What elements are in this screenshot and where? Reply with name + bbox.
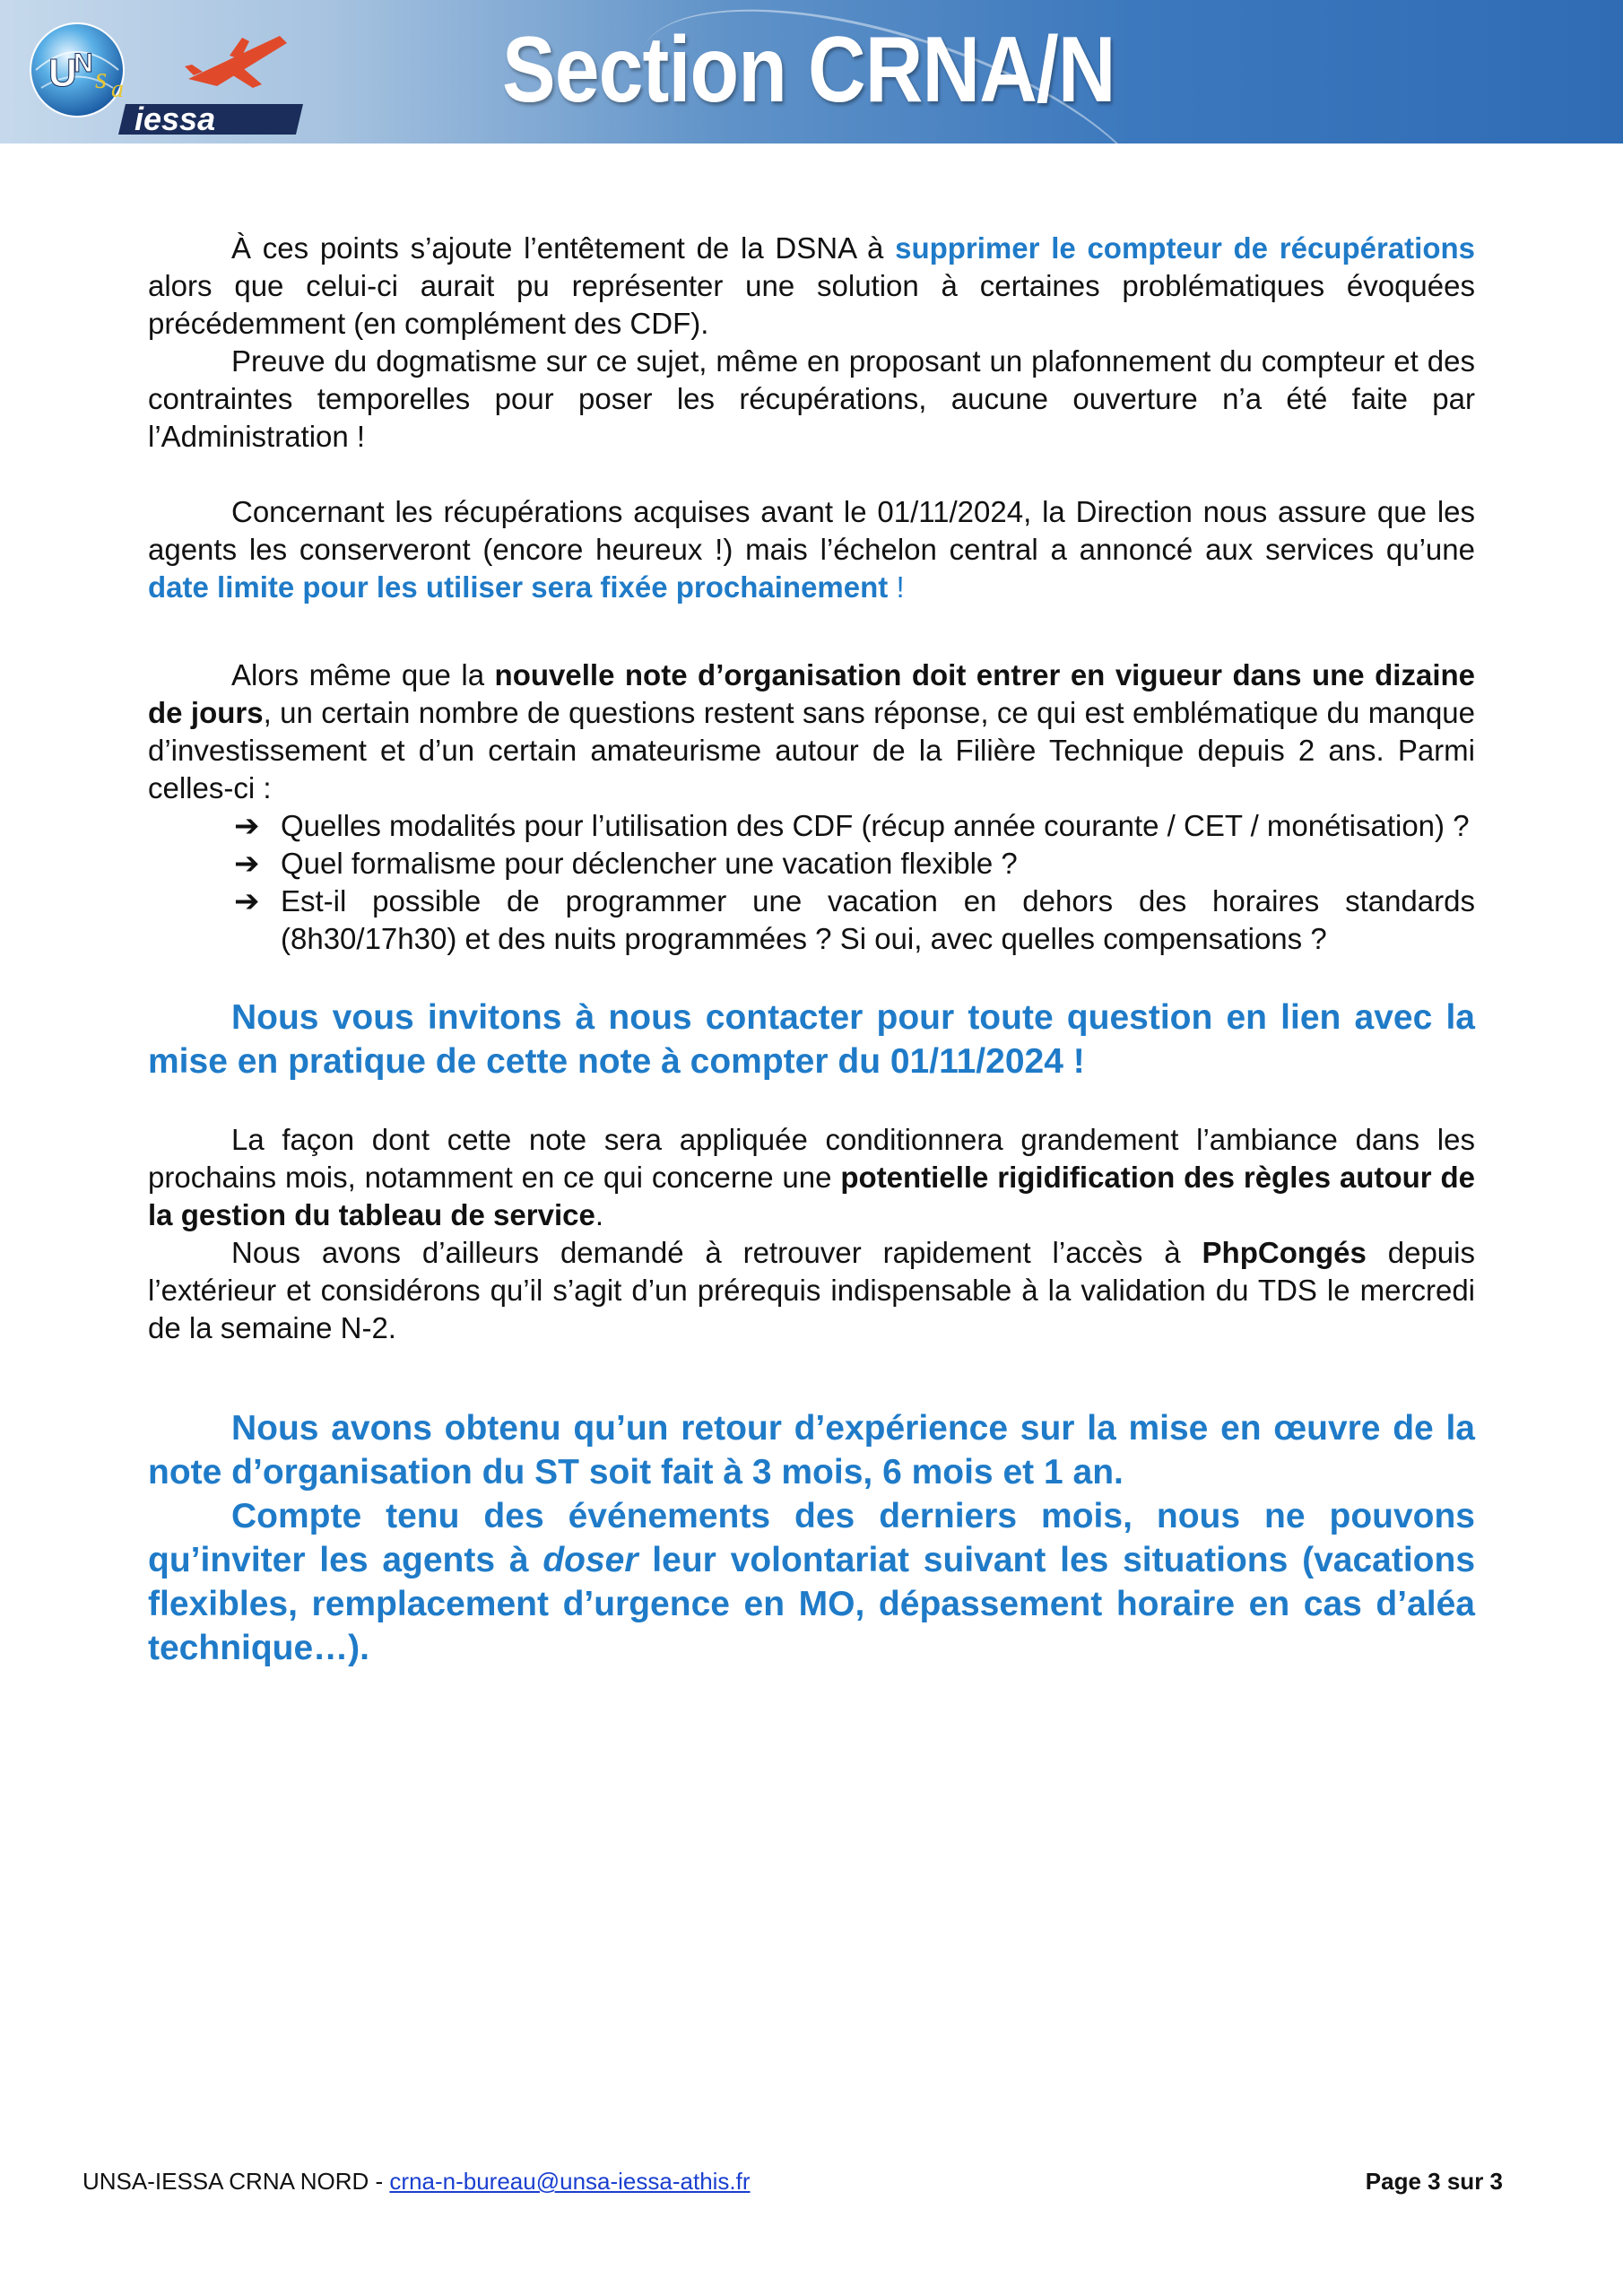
questions-list xyxy=(148,807,1475,958)
svg-text:s: s xyxy=(95,62,108,95)
header-banner xyxy=(0,0,1623,144)
paragraph-text: Alors même que la xyxy=(231,658,495,691)
callout-volontariat xyxy=(148,1494,1475,1670)
paragraph-compteur xyxy=(148,230,1475,343)
footer-org: UNSA-IESSA CRNA NORD - xyxy=(82,2168,390,2195)
unsa-iessa-logo xyxy=(18,16,314,137)
italic-doser: doser xyxy=(542,1541,638,1579)
highlight-date-limite: date limite pour les utiliser sera fixée prochainement xyxy=(148,570,889,604)
page-footer xyxy=(82,2167,1503,2203)
paragraph-text: , un certain nombre de questions restent sans réponse, ce qui est emblématique du manque d’investissement et d’un certain amateurisme autour de la Filière Technique depuis 2 ans. Parmi celles-ci : xyxy=(148,696,1476,804)
paragraph-dogmatisme: Preuve du dogmatisme sur ce sujet, même en proposant un plafonnement du compteur et des contraintes temporelles pour poser les récupérations, aucune ouverture n’a été faite par l’Administration ! xyxy=(148,344,1475,453)
paragraph-text: depuis l’extérieur et considérons qu’il s’agit d’un prérequis indispensable à la validation du TDS le mercredi de la semaine N-2. xyxy=(148,1236,1475,1344)
bold-phpconges: PhpCongés xyxy=(1202,1236,1367,1269)
paragraph-note-organisation xyxy=(148,657,1475,807)
page-title: Section CRNA/N xyxy=(502,18,1115,122)
paragraph-text: Nous avons d’ailleurs demandé à retrouver rapidement l’accès à xyxy=(231,1236,1202,1269)
list-item-text: Est-il possible de programmer une vacation en dehors des horaires standards (8h30/17h30) et des nuits programmées ? Si oui, avec quelles compensations ? xyxy=(281,884,1475,955)
arrow-right-icon: ➔ xyxy=(234,884,260,918)
paragraph-phpconges xyxy=(148,1234,1475,1347)
paragraph-text: La façon dont cette note sera appliquée conditionnera grandement l’ambiance dans les prochains mois, notamment en ce qui concerne une xyxy=(148,1123,1475,1194)
arrow-right-icon: ➔ xyxy=(234,809,260,843)
svg-text:a: a xyxy=(111,75,124,103)
paragraph-text: . xyxy=(595,1198,604,1231)
highlight-supprimer-compteur: supprimer le compteur de récupérations xyxy=(895,231,1475,265)
list-item xyxy=(148,807,1475,845)
bold-rigidification: potentielle rigidification des règles autour de la gestion du tableau de service xyxy=(148,1161,1475,1231)
bold-nouvelle-note: nouvelle note d’organisation doit entrer en vigueur dans une dizaine de jours xyxy=(148,658,1475,729)
document-body xyxy=(148,230,1475,1670)
paragraph-text: alors que celui-ci aurait pu représenter une solution à certaines problématiques évoquées précédemment (en complément des CDF). xyxy=(148,269,1475,340)
footer-email-link[interactable]: crna-n-bureau@unsa-iessa-athis.fr xyxy=(389,2168,751,2195)
list-item-text: Quelles modalités pour l’utilisation des CDF (récup année courante / CET / monétisation) ? xyxy=(281,809,1470,842)
svg-text:U: U xyxy=(48,51,77,95)
paragraph-ambiance xyxy=(148,1121,1475,1234)
page-number: Page 3 sur 3 xyxy=(1365,2168,1503,2195)
svg-text:N: N xyxy=(74,48,93,78)
paragraph-text: À ces points s’ajoute l’entêtement de la DSNA à xyxy=(231,231,896,265)
callout-retour-experience: Nous avons obtenu qu’un retour d’expérience sur la mise en œuvre de la note d’organisation du ST soit fait à 3 mois, 6 mois et 1 an. xyxy=(148,1409,1475,1492)
list-item xyxy=(148,883,1475,958)
logo-iessa-text: iessa xyxy=(135,100,216,137)
paragraph-text: Concernant les récupérations acquises avant le 01/11/2024, la Direction nous assure que les agents les conserveront (encore heureux !) mais l’échelon central a annoncé aux services qu’une xyxy=(148,495,1475,566)
callout-contact: Nous vous invitons à nous contacter pour toute question en lien avec la mise en pratique de cette note à compter du 01/11/2024 ! xyxy=(148,998,1475,1081)
arrow-right-icon: ➔ xyxy=(234,847,260,881)
paragraph-recuperations xyxy=(148,493,1475,606)
callout-text: Compte tenu des événements des derniers mois, nous ne pouvons qu’inviter les agents à xyxy=(148,1497,1475,1579)
callout-text: leur volontariat suivant les situations (vacations flexibles, remplacement d’urgence en MO, dépassement horaire en cas d’aléa technique…). xyxy=(148,1541,1476,1667)
list-item-text: Quel formalisme pour déclencher une vacation flexible ? xyxy=(281,847,1018,880)
footer-left xyxy=(82,2167,751,2196)
paragraph-text: ! xyxy=(888,570,905,604)
list-item xyxy=(148,845,1475,883)
